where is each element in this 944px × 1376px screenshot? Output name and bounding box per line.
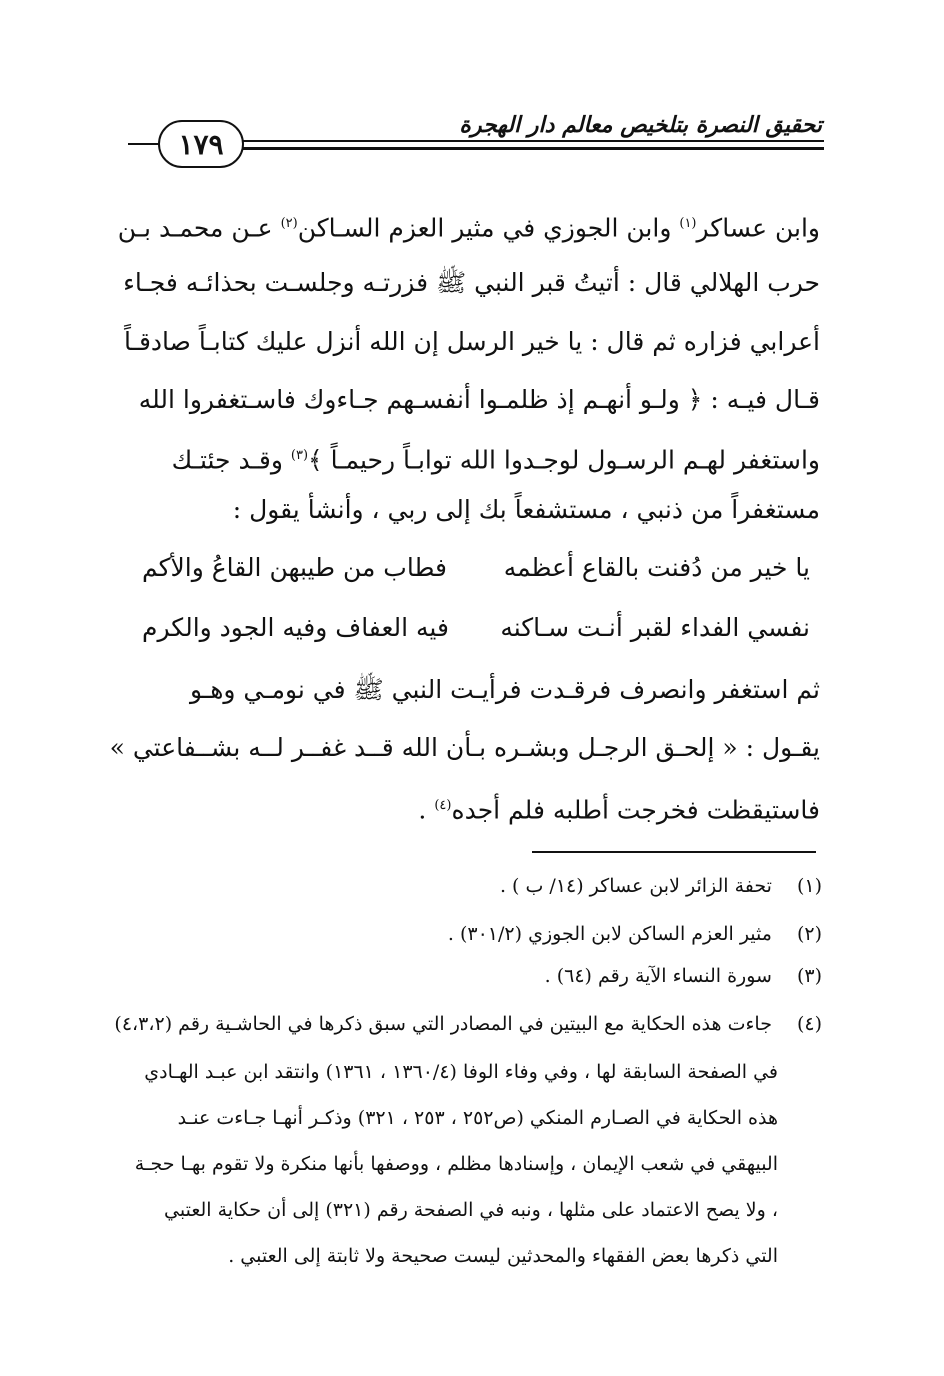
- body-line-7: ثم استغفر وانصرف فرقـدت فرأيـت النبي ﷺ في نومـي وهـو: [189, 675, 820, 704]
- body-line-4: قـال فيـه : ﴿ ولـو أنهـم إذ ظلمـوا أنفسـهم جـاءوك فاسـتغفروا الله: [138, 385, 820, 414]
- footnote-4-line-6: التي ذكرها بعض الفقهاء والمحدثين ليست صحيحة ولا ثابتة إلى العتبي .: [228, 1245, 778, 1267]
- header-rule-left: [128, 143, 162, 145]
- footnote-4: [114, 1010, 822, 1038]
- footnote-ref: (٤): [434, 798, 452, 813]
- footnote-1: [122, 872, 822, 900]
- footnote-number: (١): [796, 875, 822, 897]
- verse-1-first-hemistich: يا خير من دُفنت بالقاع أعظمه: [503, 553, 810, 582]
- running-header-title: تحقيق النصرة بتلخيص معالم دار الهجرة: [459, 112, 822, 138]
- body-line-1: وابن عساكر$^{(١)}$ وابن الجوزي في مثير العزم السـاكن$^{(٢)}$ عـن محمـد بـن: [117, 213, 820, 243]
- footnote-4-line-5: ، ولا يصح الاعتماد على مثلها ، ونبه في الصفحة رقم (٣٢١) إلى أن حكاية العتبي: [164, 1199, 778, 1221]
- body-line-9: فاستيقظت فخرجت أطلبه فلم أجده$^{(٤)}$ .: [418, 795, 820, 825]
- footnote-ref: (١): [679, 216, 697, 231]
- footnote-text: مثير العزم الساكن لابن الجوزي (٣٠١/٢) .: [447, 923, 772, 945]
- verse-2-second-hemistich: فيه العفاف وفيه الجود والكرم: [142, 613, 449, 642]
- body-line-5: واستغفر لهـم الرسـول لوجـدوا الله توابـاً رحيمـاً ﴾$^{(٣)}$ وقـد جئتـك: [171, 445, 820, 475]
- body-line-2: حرب الهلالي قال : أتيتُ قبر النبي ﷺ فزرتـه وجلسـت بحذائـه فجـاء: [123, 268, 820, 297]
- body-line-6: مستغفراً من ذنبي ، مستشفعاً بك إلى ربي ، وأنشأ يقول :: [232, 495, 820, 524]
- footnote-ref: (٣): [290, 448, 309, 463]
- footnote-number: (٤): [796, 1013, 822, 1035]
- footnote-4-line-3: هذه الحكاية في الصـارم المنكي (ص٢٥٢ ، ٢٥٣ ، ٣٢١) وذكـر أنهـا جـاءت عنـد: [177, 1107, 778, 1129]
- body-line-8: يقـول : « إلحـق الرجـل وبشـره بـأن الله قــد غفــر لــه بشــفاعتي »: [109, 733, 820, 762]
- footnote-2: [122, 920, 822, 948]
- footnote-4-line-4: البيهقي في شعب الإيمان ، وإسنادها مظلم ، ووصفها بأنها منكرة ولا تقوم بهـا حجـة: [134, 1153, 778, 1175]
- header-rule-thick: [238, 147, 824, 150]
- footnote-number: (٣): [796, 965, 822, 987]
- footnote-text: تحفة الزائر لابن عساكر (١٤/ ب ) .: [499, 875, 772, 897]
- footnote-separator: [532, 851, 816, 853]
- page-number: [158, 120, 244, 168]
- footnote-text: جاءت هذه الحكاية مع البيتين في المصادر التي سبق ذكرها في الحاشـية رقم (٤،٣،٢): [114, 1013, 772, 1035]
- verse-2-first-hemistich: نفسي الفداء لقبر أنـت سـاكنه: [500, 613, 810, 642]
- footnote-number: (٢): [796, 923, 822, 945]
- footnote-ref: (٢): [280, 216, 298, 231]
- footnote-4-line-2: في الصفحة السابقة لها ، وفي وفاء الوفا (١٣٦٠/٤ ، ١٣٦١) وانتقد ابن عبـد الهـادي: [144, 1061, 778, 1083]
- header-rule: [238, 140, 824, 142]
- body-line-3: أعرابي فزاره ثم قال : يا خير الرسل إن الله أنزل عليك كتابـاً صادقـاً: [124, 327, 820, 356]
- verse-1-second-hemistich: فطاب من طيبهن القاعُ والأكم: [142, 553, 447, 582]
- footnote-text: سورة النساء الآية رقم (٦٤) .: [544, 965, 772, 987]
- page-number-text: ١٧٩: [178, 127, 224, 161]
- footnote-3: [122, 962, 822, 990]
